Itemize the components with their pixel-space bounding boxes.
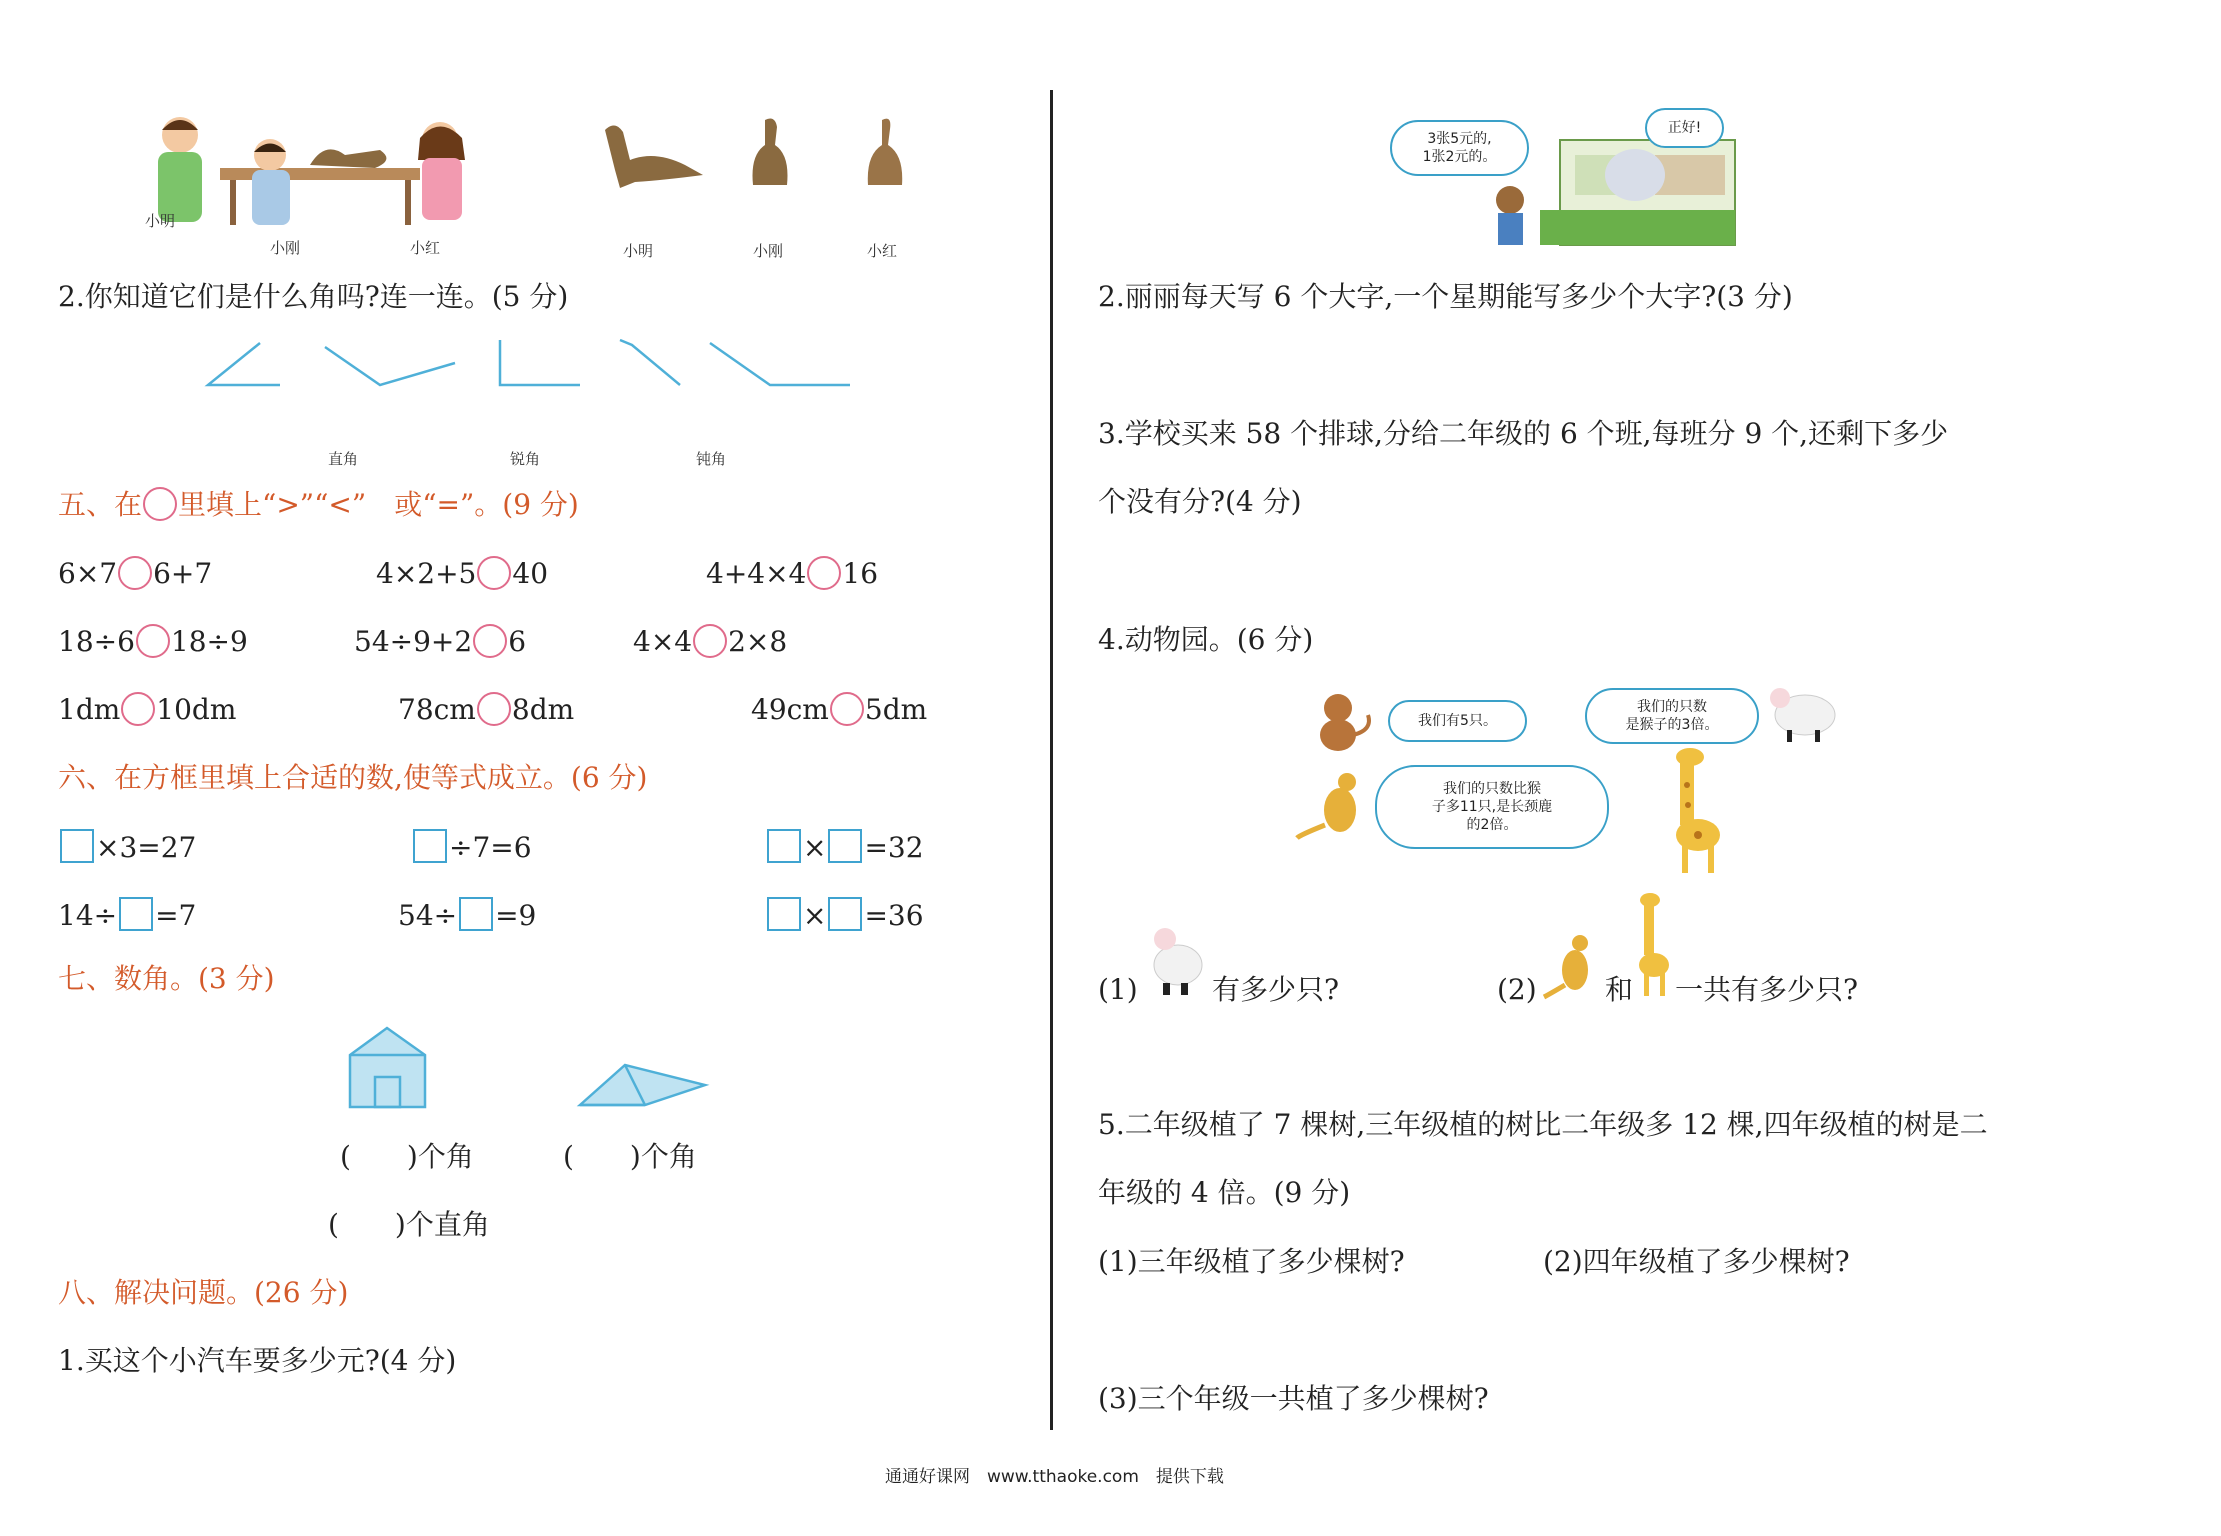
kangaroo-icon: [1540, 925, 1600, 1000]
answer-box[interactable]: [119, 897, 153, 931]
column-divider: [1050, 90, 1053, 1430]
eq-text: =7: [155, 899, 197, 932]
section-5-title: [58, 488, 579, 521]
house-shape: [345, 1025, 430, 1110]
compare-2-1: [58, 625, 248, 658]
question-r3-line1: 3.学校买来 58 个排球,分给二年级的 6 个班,每班分 9 个,还剩下多少: [1098, 417, 1949, 450]
question-r3-line2: 个没有分?(4 分): [1098, 485, 1302, 518]
compare-left: 4×4: [633, 625, 693, 658]
question-2-angles: 2.你知道它们是什么角吗?连一连。(5 分): [58, 280, 569, 313]
compare-right: 10dm: [156, 693, 237, 726]
compare-left: 6×7: [58, 557, 118, 590]
answer-circle[interactable]: [118, 556, 152, 590]
eq-text: ×: [803, 899, 827, 932]
compare-right: 8dm: [511, 693, 575, 726]
compare-right: 6: [508, 625, 527, 658]
seller-speech-bubble: 正好!: [1645, 108, 1724, 148]
answer-box[interactable]: [60, 829, 94, 863]
dinosaur-side-view: [595, 120, 705, 190]
section-8-title: 八、解决问题。(26 分): [58, 1276, 349, 1309]
q4-sub2-and: 和: [1605, 973, 1634, 1006]
triangle-shape: [575, 1060, 710, 1110]
kid-label-3: 小红: [410, 239, 441, 257]
dinosaur-back-view: [860, 115, 910, 190]
answer-circle[interactable]: [693, 624, 727, 658]
answer-box[interactable]: [828, 897, 862, 931]
q4-sub1-num: (1): [1098, 973, 1138, 1006]
dino-label-3: 小红: [867, 242, 898, 260]
compare-1-2: [376, 557, 549, 590]
compare-2-2: [354, 625, 527, 658]
eq-text: =32: [864, 831, 924, 864]
compare-right: 16: [842, 557, 879, 590]
equation-1-3: [765, 831, 924, 864]
compare-left: 4×2+5: [376, 557, 477, 590]
angle-figures: [200, 335, 860, 395]
kangaroo-image: [1295, 770, 1375, 840]
compare-1-3: [706, 557, 879, 590]
compare-left: 1dm: [58, 693, 121, 726]
customer-speech-bubble: 3张5元的, 1张2元的。: [1390, 120, 1529, 176]
question-r4: 4.动物园。(6 分): [1098, 623, 1314, 656]
answer-circle[interactable]: [477, 556, 511, 590]
section-5-title-b: 里填上“>”“<” 或“=”。(9 分): [178, 488, 579, 521]
eq-text: ×3=27: [96, 831, 197, 864]
section-7-title: 七、数角。(3 分): [58, 962, 275, 995]
answer-box[interactable]: [767, 897, 801, 931]
equation-2-1: [58, 899, 197, 932]
compare-right: 2×8: [728, 625, 788, 658]
compare-1-1: [58, 557, 213, 590]
page-footer: 通通好课网 www.tthaoke.com 提供下载: [885, 1467, 1224, 1487]
compare-left: 18÷6: [58, 625, 135, 658]
question-r5-line1: 5.二年级植了 7 棵树,三年级植的树比二年级多 12 棵,四年级植的树是二: [1098, 1108, 1988, 1141]
angle-label-obtuse: 钝角: [696, 450, 727, 468]
question-r5-sub1: (1)三年级植了多少棵树?: [1098, 1245, 1405, 1278]
answer-circle[interactable]: [477, 692, 511, 726]
eq-text: =36: [864, 899, 924, 932]
eq-text: ×: [803, 831, 827, 864]
right-angle-count-blank[interactable]: ( )个直角: [328, 1208, 490, 1241]
q4-sub1-text: 有多少只?: [1212, 973, 1340, 1006]
answer-circle[interactable]: [807, 556, 841, 590]
angle-count-blank-1[interactable]: ( )个角: [340, 1140, 474, 1173]
compare-right: 18÷9: [170, 625, 248, 658]
answer-circle[interactable]: [830, 692, 864, 726]
question-r5-sub2: (2)四年级植了多少棵树?: [1543, 1245, 1850, 1278]
sheep-icon: [1143, 925, 1208, 1000]
question-r5-line2: 年级的 4 倍。(9 分): [1098, 1176, 1351, 1209]
monkey-image: [1308, 690, 1378, 755]
section-5-title-a: 五、在: [58, 488, 143, 521]
kid-label-2: 小刚: [270, 239, 301, 257]
compare-3-2: [398, 693, 575, 726]
compare-right: 5dm: [864, 693, 928, 726]
equation-1-1: [58, 831, 197, 864]
giraffe-icon: [1630, 890, 1675, 1000]
answer-box[interactable]: [828, 829, 862, 863]
answer-box[interactable]: [767, 829, 801, 863]
angle-count-blank-2[interactable]: ( )个角: [563, 1140, 697, 1173]
q4-sub2-text: 一共有多少只?: [1675, 973, 1859, 1006]
angle-label-acute: 锐角: [510, 450, 541, 468]
answer-box[interactable]: [459, 897, 493, 931]
dino-label-1: 小明: [623, 242, 654, 260]
question-r2: 2.丽丽每天写 6 个大字,一个星期能写多少个大字?(3 分): [1098, 280, 1793, 313]
compare-right: 6+7: [153, 557, 213, 590]
compare-circle-icon: [143, 487, 177, 521]
sheep-image: [1765, 680, 1840, 745]
compare-left: 78cm: [398, 693, 476, 726]
eq-text: 14÷: [58, 899, 118, 932]
kids-dinosaur-illustration: [140, 110, 500, 230]
equation-2-2: [398, 899, 537, 932]
equation-1-2: [411, 831, 532, 864]
section-6-title: 六、在方框里填上合适的数,使等式成立。(6 分): [58, 761, 648, 794]
sheep-speech-bubble: 我们的只数 是猴子的3倍。: [1585, 688, 1759, 744]
equation-2-3: [765, 899, 924, 932]
dino-label-2: 小刚: [753, 242, 784, 260]
compare-right: 40: [512, 557, 549, 590]
kangaroo-speech-bubble: 我们的只数比猴 子多11只,是长颈鹿 的2倍。: [1375, 765, 1609, 849]
compare-left: 49cm: [751, 693, 829, 726]
eq-text: =9: [495, 899, 537, 932]
answer-circle[interactable]: [121, 692, 155, 726]
kid-label-1: 小明: [145, 212, 176, 230]
compare-3-1: [58, 693, 237, 726]
compare-left: 4+4×4: [706, 557, 807, 590]
question-8-1: 1.买这个小汽车要多少元?(4 分): [58, 1344, 457, 1377]
giraffe-image: [1660, 745, 1730, 875]
answer-circle[interactable]: [473, 624, 507, 658]
answer-box[interactable]: [413, 829, 447, 863]
q4-sub2-num: (2): [1497, 973, 1537, 1006]
compare-2-3: [633, 625, 788, 658]
monkey-speech-bubble: 我们有5只。: [1388, 700, 1527, 742]
answer-circle[interactable]: [136, 624, 170, 658]
compare-left: 54÷9+2: [354, 625, 473, 658]
eq-text: ÷7=6: [449, 831, 532, 864]
eq-text: 54÷: [398, 899, 458, 932]
question-r5-sub3: (3)三个年级一共植了多少棵树?: [1098, 1382, 1489, 1415]
angle-label-right: 直角: [328, 450, 359, 468]
compare-3-3: [751, 693, 928, 726]
dinosaur-front-view: [745, 115, 795, 190]
